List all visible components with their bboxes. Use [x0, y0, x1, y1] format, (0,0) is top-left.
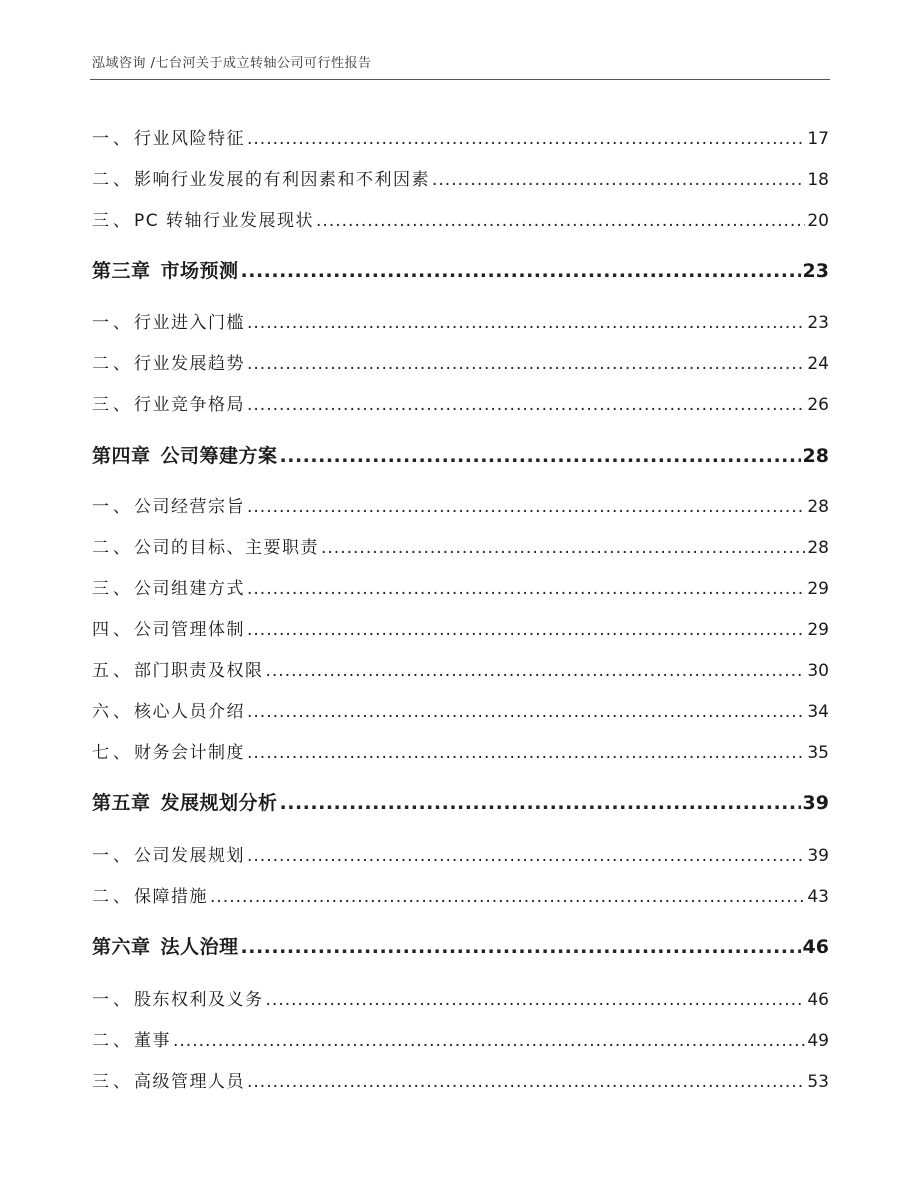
toc-entry-number: 七、 [92, 743, 134, 763]
toc-entry-page: 46 [807, 990, 829, 1010]
toc-leader-dots [316, 211, 805, 231]
toc-leader-dots [247, 129, 805, 149]
toc-entry[interactable] [92, 841, 829, 866]
toc-entry-number: 一、 [92, 129, 134, 149]
toc-leader-dots [247, 743, 805, 763]
toc-entry-number: 二、 [92, 354, 134, 374]
toc-entry[interactable] [92, 165, 829, 190]
toc-leader-dots [247, 354, 805, 374]
toc-leader-dots [247, 702, 805, 722]
toc-chapter-entry[interactable] [92, 788, 829, 815]
toc-leader-dots [321, 538, 805, 558]
toc-entry[interactable] [92, 124, 829, 149]
toc-entry-title: 公司经营宗旨 [134, 497, 245, 517]
toc-entry-title: 影响行业发展的有利因素和不利因素 [134, 170, 430, 190]
toc-leader-dots [247, 1072, 805, 1092]
toc-chapter-page: 39 [802, 792, 829, 814]
toc-leader-dots [210, 887, 805, 907]
toc-chapter-title: 公司筹建方案 [160, 445, 278, 467]
toc-entry-title: 行业发展趋势 [134, 354, 245, 374]
toc-entry[interactable] [92, 308, 829, 333]
toc-leader-dots [247, 313, 805, 333]
page-header: 泓域咨询 /七台河关于成立转轴公司可行性报告 [92, 56, 372, 71]
toc-chapter-entry[interactable] [92, 932, 829, 959]
toc-chapter-page: 23 [802, 260, 829, 282]
toc-chapter-title: 市场预测 [160, 260, 239, 282]
toc-leader-dots [266, 661, 806, 681]
toc-entry[interactable] [92, 615, 829, 640]
toc-entry[interactable] [92, 390, 829, 415]
toc-entry-page: 20 [807, 211, 829, 231]
toc-entry[interactable] [92, 1026, 829, 1051]
toc-entry-page: 30 [807, 661, 829, 681]
toc-entry-page: 35 [807, 743, 829, 763]
toc-chapter-title: 发展规划分析 [160, 792, 278, 814]
toc-entry-title: 行业竞争格局 [134, 395, 245, 415]
toc-entry-page: 26 [807, 395, 829, 415]
toc-leader-dots [247, 395, 805, 415]
toc-entry[interactable] [92, 985, 829, 1010]
toc-entry-page: 17 [807, 129, 829, 149]
toc-entry-number: 三、 [92, 211, 134, 231]
toc-leader-dots [247, 846, 805, 866]
toc-chapter-number: 第四章 [92, 445, 151, 467]
toc-entry-title: 保障措施 [134, 887, 208, 907]
toc-entry[interactable] [92, 1067, 829, 1092]
toc-entry-title: PC 转轴行业发展现状 [134, 211, 315, 231]
toc-entry-page: 29 [807, 620, 829, 640]
toc-entry-title: 股东权利及义务 [134, 990, 264, 1010]
toc-entry[interactable] [92, 206, 829, 231]
toc-entry-page: 39 [807, 846, 829, 866]
toc-leader-dots [280, 792, 801, 814]
toc-chapter-page: 28 [802, 445, 829, 467]
toc-entry-page: 28 [807, 497, 829, 517]
toc-leader-dots [241, 936, 801, 958]
toc-entry-title: 核心人员介绍 [134, 702, 245, 722]
toc-entry-number: 一、 [92, 846, 134, 866]
toc-entry-number: 二、 [92, 887, 134, 907]
toc-entry-title: 公司组建方式 [134, 579, 245, 599]
toc-entry-number: 三、 [92, 579, 134, 599]
toc-entry[interactable] [92, 533, 829, 558]
toc-leader-dots [432, 170, 805, 190]
toc-leader-dots [247, 620, 805, 640]
toc-entry-page: 34 [807, 702, 829, 722]
toc-entry-number: 二、 [92, 1031, 134, 1051]
header-divider [90, 79, 830, 80]
toc-entry[interactable] [92, 574, 829, 599]
toc-entry[interactable] [92, 656, 829, 681]
toc-entry-title: 行业进入门槛 [134, 313, 245, 333]
toc-chapter-number: 第六章 [92, 936, 151, 958]
toc-entry-page: 28 [807, 538, 829, 558]
toc-entry-number: 一、 [92, 497, 134, 517]
toc-entry-page: 49 [807, 1031, 829, 1051]
toc-entry-title: 董事 [134, 1031, 171, 1051]
toc-entry-page: 24 [807, 354, 829, 374]
toc-entry-number: 六、 [92, 702, 134, 722]
toc-entry[interactable] [92, 738, 829, 763]
toc-entry-number: 一、 [92, 313, 134, 333]
toc-leader-dots [241, 260, 801, 282]
toc-entry-number: 二、 [92, 538, 134, 558]
toc-entry-number: 四、 [92, 620, 134, 640]
toc-chapter-entry[interactable] [92, 441, 829, 468]
toc-entry-number: 三、 [92, 395, 134, 415]
toc-leader-dots [280, 445, 801, 467]
toc-entry-title: 财务会计制度 [134, 743, 245, 763]
toc-chapter-page: 46 [802, 936, 829, 958]
toc-entry-number: 五、 [92, 661, 134, 681]
toc-entry-page: 29 [807, 579, 829, 599]
toc-entry[interactable] [92, 349, 829, 374]
toc-leader-dots [266, 990, 806, 1010]
toc-entry-title: 高级管理人员 [134, 1072, 245, 1092]
toc-entry-number: 三、 [92, 1072, 134, 1092]
toc-leader-dots [173, 1031, 805, 1051]
toc-chapter-number: 第三章 [92, 260, 151, 282]
toc-entry-page: 43 [807, 887, 829, 907]
toc-chapter-number: 第五章 [92, 792, 151, 814]
toc-entry-title: 公司的目标、主要职责 [134, 538, 319, 558]
toc-leader-dots [247, 579, 805, 599]
toc-entry-number: 一、 [92, 990, 134, 1010]
toc-entry-number: 二、 [92, 170, 134, 190]
toc-entry-page: 53 [807, 1072, 829, 1092]
toc-entry-title: 公司管理体制 [134, 620, 245, 640]
toc-entry-title: 部门职责及权限 [134, 661, 264, 681]
toc-chapter-title: 法人治理 [160, 936, 239, 958]
toc-chapter-entry[interactable] [92, 256, 829, 283]
toc-entry-title: 公司发展规划 [134, 846, 245, 866]
toc-entry[interactable] [92, 697, 829, 722]
toc-entry-page: 23 [807, 313, 829, 333]
toc-entry[interactable] [92, 882, 829, 907]
toc-entry-page: 18 [807, 170, 829, 190]
toc-entry-title: 行业风险特征 [134, 129, 245, 149]
toc-leader-dots [247, 497, 805, 517]
toc-entry[interactable] [92, 492, 829, 517]
